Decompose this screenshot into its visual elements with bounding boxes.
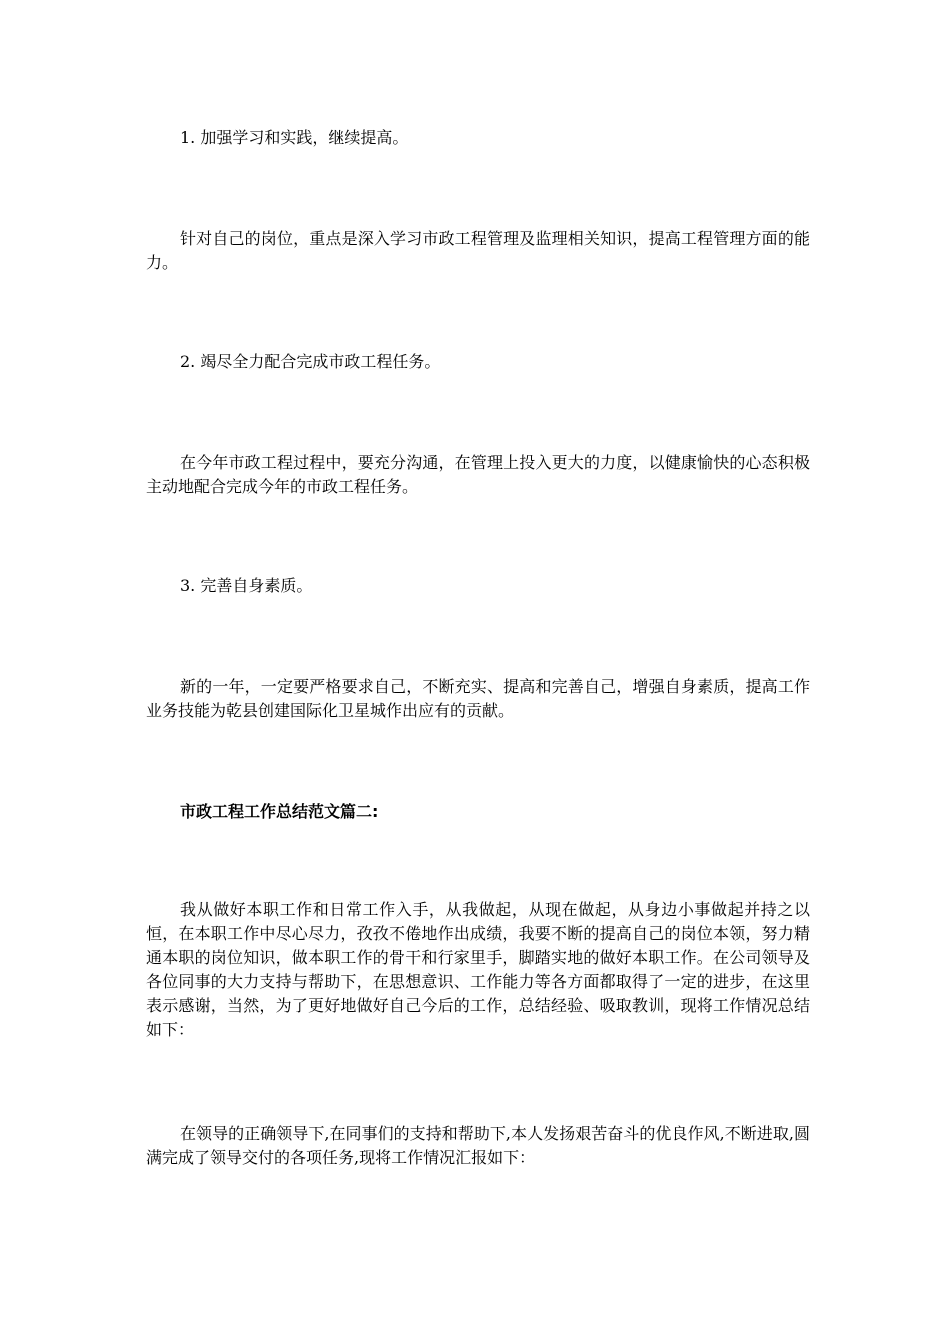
list-item-2: 2. 竭尽全力配合完成市政工程任务。 <box>180 352 441 371</box>
section-heading: 市政工程工作总结范文篇二: <box>180 802 379 821</box>
paragraph-report: 在领导的正确领导下,在同事们的支持和帮助下,本人发扬艰苦奋斗的优良作风,不断进取,圆满完成了领导交付的各项任务,现将工作情况汇报如下： <box>146 1124 810 1167</box>
paragraph-quality: 新的一年，一定要严格要求自己，不断充实、提高和完善自己，增强自身素质，提高工作业务技能为乾县创建国际化卫星城作出应有的贡献。 <box>146 677 810 720</box>
list-item-1: 1. 加强学习和实践，继续提高。 <box>180 128 409 147</box>
paragraph-summary: 我从做好本职工作和日常工作入手，从我做起，从现在做起，从身边小事做起并持之以恒，在本职工作中尽心尽力，孜孜不倦地作出成绩，我要不断的提高自己的岗位本领，努力精通本职的岗位知识，做本职工作的骨干和行家里手，脚踏实地的做好本职工作。在公司领导及各位同事的大力支持与帮助下，在思想意识、工作能力等各方面都取得了一定的进步，在这里表示感谢，当然，为了更好地做好自己今后的工作，总结经验、吸取教训，现将工作情况总结如下： <box>146 900 810 1039</box>
list-item-3: 3. 完善自身素质。 <box>180 576 313 595</box>
paragraph-study: 针对自己的岗位，重点是深入学习市政工程管理及监理相关知识，提高工程管理方面的能力。 <box>146 229 810 272</box>
paragraph-cooperate: 在今年市政工程过程中，要充分沟通，在管理上投入更大的力度，以健康愉快的心态积极主动地配合完成今年的市政工程任务。 <box>146 453 810 496</box>
